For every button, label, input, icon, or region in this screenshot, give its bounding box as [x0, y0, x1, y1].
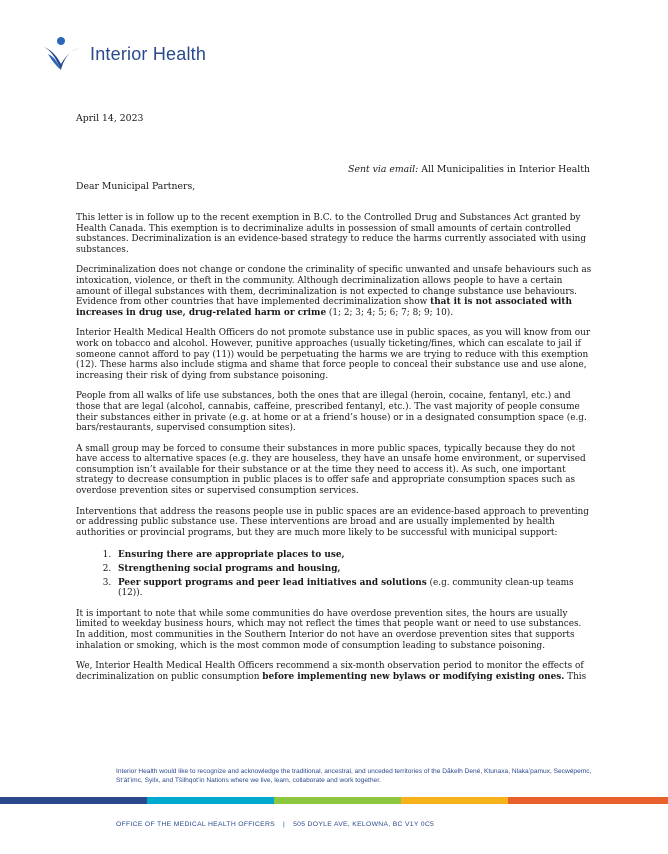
paragraph [76, 265, 592, 318]
paragraph-emphasis: before implementing new bylaws or modifying existing ones. [262, 671, 565, 682]
paragraph: Interventions that address the reasons people use in public spaces are an evidence-based approach to preventing or addressing public substance use. These interventions are broad and are usually implemented by health authorities or provincial programs, but they are much more likely to be successful with municipal support: [76, 506, 589, 538]
color-bar-segment [401, 797, 508, 804]
color-bar-segment [0, 797, 147, 804]
color-bar-segment [508, 797, 668, 804]
sent-label: Sent via email: [348, 164, 419, 175]
list-item-bold: Ensuring there are appropriate places to use, [118, 550, 345, 561]
footer-address [116, 821, 434, 828]
footer-separator: | [283, 821, 286, 828]
paragraph-text: (1; 2; 3; 4; 5; 6; 7; 8; 9; 10). [326, 307, 454, 318]
paragraph-text: Decriminalization does not change or condone the criminality of specific unwanted and unsafe behaviours such as intoxication, violence, or theft in the community. Although decriminalization allows people to have a certain amount of illegal substances with them, decriminalization is not expected to change substance use behaviours. Evidence from other countries that have implemented decriminalization show [76, 265, 592, 308]
paragraph: It is important to note that while some communities do have overdose prevention sites, the hours are usually limited to weekday business hours, which may not reflect the times that people want or need to use substances. In addition, most communities in the Southern Interior do not have an overdose prevention sites that supports inhalation or smoking, which is the most common mode of consumption leading to substance poisoning. [76, 608, 582, 651]
list-item [114, 564, 592, 575]
land-acknowledgement: Interior Health would like to recognize and acknowledge the traditional, ancestral, and unceded territories of the Dãkelh Dené, Ktunaxa, Nlaka’pamux, Secwépemc, St’át’imc, Syilx, and Tŝilhqot’in Nations where we live, learn, collaborate and work together. [116, 768, 592, 784]
paragraph: People from all walks of life use substances, both the ones that are illegal (heroin, cocaine, fentanyl, etc.) and those that are legal (alcohol, cannabis, caffeine, prescribed fentanyl, etc.). The vast majority of people consume their substances either in private (e.g. at home or at a friend’s house) or in a designated consumption space (e.g. bars/restaurants, supervised consumption sites). [76, 391, 587, 434]
interior-health-logo [40, 34, 206, 74]
color-bar [0, 797, 668, 804]
recommendation-list [76, 550, 592, 598]
list-item [114, 578, 592, 599]
paragraph-text: This [564, 671, 587, 682]
color-bar-segment [147, 797, 274, 804]
office-address: 505 DOYLE AVE, KELOWNA, BC V1Y 0C5 [293, 821, 435, 828]
letter-date: April 14, 2023 [76, 113, 144, 124]
brand-name: Interior Health [90, 43, 207, 64]
paragraph: A small group may be forced to consume their substances in more public spaces, typically because they do not have access to alternative spaces (e.g. they are houseless, they have an unsafe home environment, or supervised consumption isn’t available for their substance or at the time they need to access it). As such, one important strategy to decrease consumption in public places is to offer safe and appropriate consumption spaces such as overdose prevention sites or supervised consumption services. [76, 443, 586, 497]
list-item-rest: (e.g. community clean-up teams (12)). [118, 577, 574, 599]
interior-health-logo-icon [40, 34, 80, 74]
office-name: OFFICE OF THE MEDICAL HEALTH OFFICERS [116, 821, 276, 828]
sent-via-email [348, 164, 590, 175]
salutation: Dear Municipal Partners, [76, 181, 196, 192]
letter-body [76, 213, 592, 692]
paragraph [76, 661, 592, 682]
color-bar-segment [274, 797, 401, 804]
sent-recipients: All Municipalities in Interior Health [421, 164, 590, 175]
paragraph-text: We, Interior Health Medical Health Officers recommend a six-month observation period to monitor the effects of decriminalization on public consumption [76, 661, 584, 682]
list-item [114, 550, 592, 561]
paragraph: This letter is in follow up to the recent exemption in B.C. to the Controlled Drug and Substances Act granted by Health Canada. This exemption is to decriminalize adults in possession of small amounts of certain controlled substances. Decriminalization is an evidence-based strategy to reduce the harms currently associated with using substances. [76, 213, 587, 255]
list-item-bold: Peer support programs and peer lead initiatives and solutions [118, 577, 427, 588]
paragraph: Interior Health Medical Health Officers do not promote substance use in public spaces, as you will know from our work on tobacco and alcohol. However, punitive approaches (usually ticketing/fines, which can escalate to jail if someone cannot afford to pay (11)) would be perpetuating the harms we are trying to reduce with this exemption (12). These harms also include stigma and shame that force people to conceal their substance use and use alone, increasing their risk of dying from substance poisoning. [76, 328, 591, 381]
paragraph-emphasis: that it is not associated with increases in drug use, drug-related harm or crime [76, 297, 572, 318]
list-item-bold: Strengthening social programs and housing, [118, 564, 341, 575]
